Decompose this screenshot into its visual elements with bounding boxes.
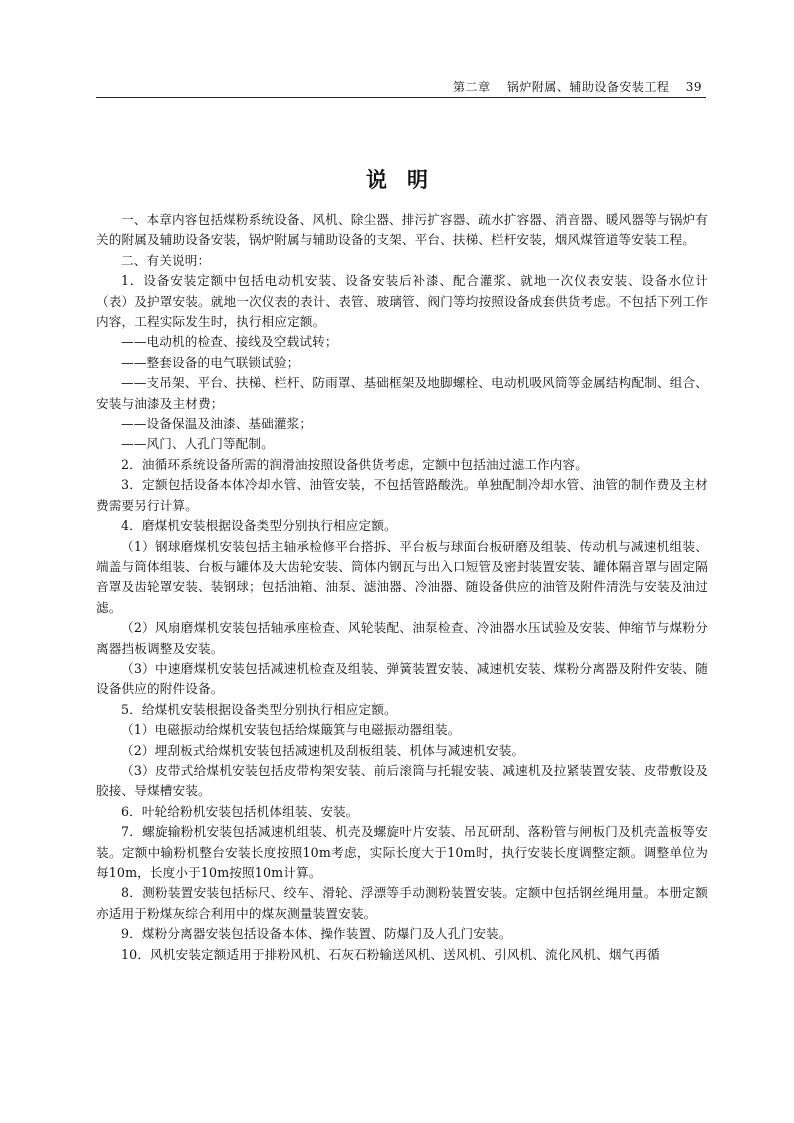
paragraph: 9．煤粉分离器安装包括设备本体、操作装置、防爆门及人孔门安装。 <box>121 926 512 942</box>
paragraph: 5．给煤机安装根据设备类型分别执行相应定额。 <box>121 701 397 717</box>
paragraph: 3．定额包括设备本体冷却水管、油管安装，不包括管路酸洗。单独配制冷却水管、油管的制作费及主材费需要另行计算。 <box>96 477 708 513</box>
paragraph: 6．叶轮给粉机安装包括机体组装、安装。 <box>121 803 359 819</box>
dash-item: ——电动机的检查、接线及空载试转； <box>121 334 338 350</box>
header-text <box>441 78 702 95</box>
sub-paragraph: （2）埋刮板式给煤机安装包括减速机及刮板组装、机体与减速机安装。 <box>121 742 525 758</box>
header-chapter: 第二章 <box>453 80 491 94</box>
header-page-number: 39 <box>685 80 702 94</box>
paragraph: 7．螺旋输粉机安装包括减速机组装、机壳及螺旋叶片安装、吊瓦研刮、落粉管与闸板门及机壳盖板等安装。定额中输粉机整台安装长度按照10m考虑，实际长度大于10m时，执行安装长度调整定额。调整单位为每10m，长度小于10m按照10m计算。 <box>96 824 708 880</box>
sub-paragraph: （3）皮带式给煤机安装包括皮带构架安装、前后滚筒与托辊安装、减速机及拉紧装置安装、皮带敷设及胶接、导煤槽安装。 <box>96 762 708 799</box>
running-header <box>96 76 706 98</box>
paragraph: 10．风机安装定额适用于排粉风机、石灰石粉输送风机、送风机、引风机、流化风机、烟气再循 <box>121 946 660 962</box>
dash-item: ——整套设备的电气联锁试验； <box>121 354 300 370</box>
sub-paragraph: （1）电磁振动给煤机安装包括给煤簸箕与电磁振动器组装。 <box>121 722 461 738</box>
page-title: 说明 <box>366 168 448 192</box>
header-rule <box>96 97 706 98</box>
paragraph: 4．磨煤机安装根据设备类型分别执行相应定额。 <box>121 518 397 534</box>
paragraph: 二、有关说明： <box>121 252 211 268</box>
dash-item: ——支吊架、平台、扶梯、栏杆、防雨罩、基础框架及地脚螺栓、电动机吸风筒等金属结构配制、组合、安装与油漆及主材费； <box>96 375 708 411</box>
sub-paragraph: （3）中速磨煤机安装包括减速机检查及组装、弹簧装置安装、减速机安装、煤粉分离器及附件安装、随设备供应的附件设备。 <box>96 660 708 697</box>
paragraph: 1．设备安装定额中包括电动机安装、设备安装后补漆、配合灌浆、就地一次仪表安装、设备水位计（表）及护罩安装。就地一次仪表的表计、表管、玻璃管、阀门等均按照设备成套供货考虑。不包括下列工作内容，工程实际发生时，执行相应定额。 <box>96 273 708 330</box>
dash-item: ——设备保温及油漆、基础灌浆； <box>121 416 313 432</box>
sub-paragraph: （1）钢球磨煤机安装包括主轴承检修平台搭拆、平台板与球面台板研磨及组装、传动机与减速机组装、端盖与筒体组装、台板与罐体及大齿轮安装、筒体内钢瓦与出入口短管及密封装置安装、罐体隔音罩与固定隔音罩及齿轮罩安装、装钢球；包括油箱、油泵、滤油器、冷油器、随设备供应的油管及附件清洗与安装及油过滤。 <box>96 538 708 615</box>
paragraph: 8．测粉装置安装包括标尺、绞车、滑轮、浮漂等手动测粉装置安装。定额中包括钢丝绳用量。本册定额亦适用于粉煤灰综合利用中的煤灰测量装置安装。 <box>96 885 708 921</box>
paragraph: 一、本章内容包括煤粉系统设备、风机、除尘器、排污扩容器、疏水扩容器、消音器、暖风器等与锅炉有关的附属及辅助设备安装，锅炉附属与辅助设备的支架、平台、扶梯、栏杆安装，烟风煤管道等安装工程。 <box>96 212 708 248</box>
body-text <box>96 210 708 965</box>
header-section: 锅炉附属、辅助设备安装工程 <box>506 80 670 94</box>
paragraph: 2．油循环系统设备所需的润滑油按照设备供货考虑，定额中包括油过滤工作内容。 <box>121 456 588 472</box>
sub-paragraph: （2）风扇磨煤机安装包括轴承座检查、风轮装配、油泵检查、冷油器水压试验及安装、伸缩节与煤粉分离器挡板调整及安装。 <box>96 620 708 656</box>
dash-item: ——风门、人孔门等配制。 <box>121 436 274 452</box>
